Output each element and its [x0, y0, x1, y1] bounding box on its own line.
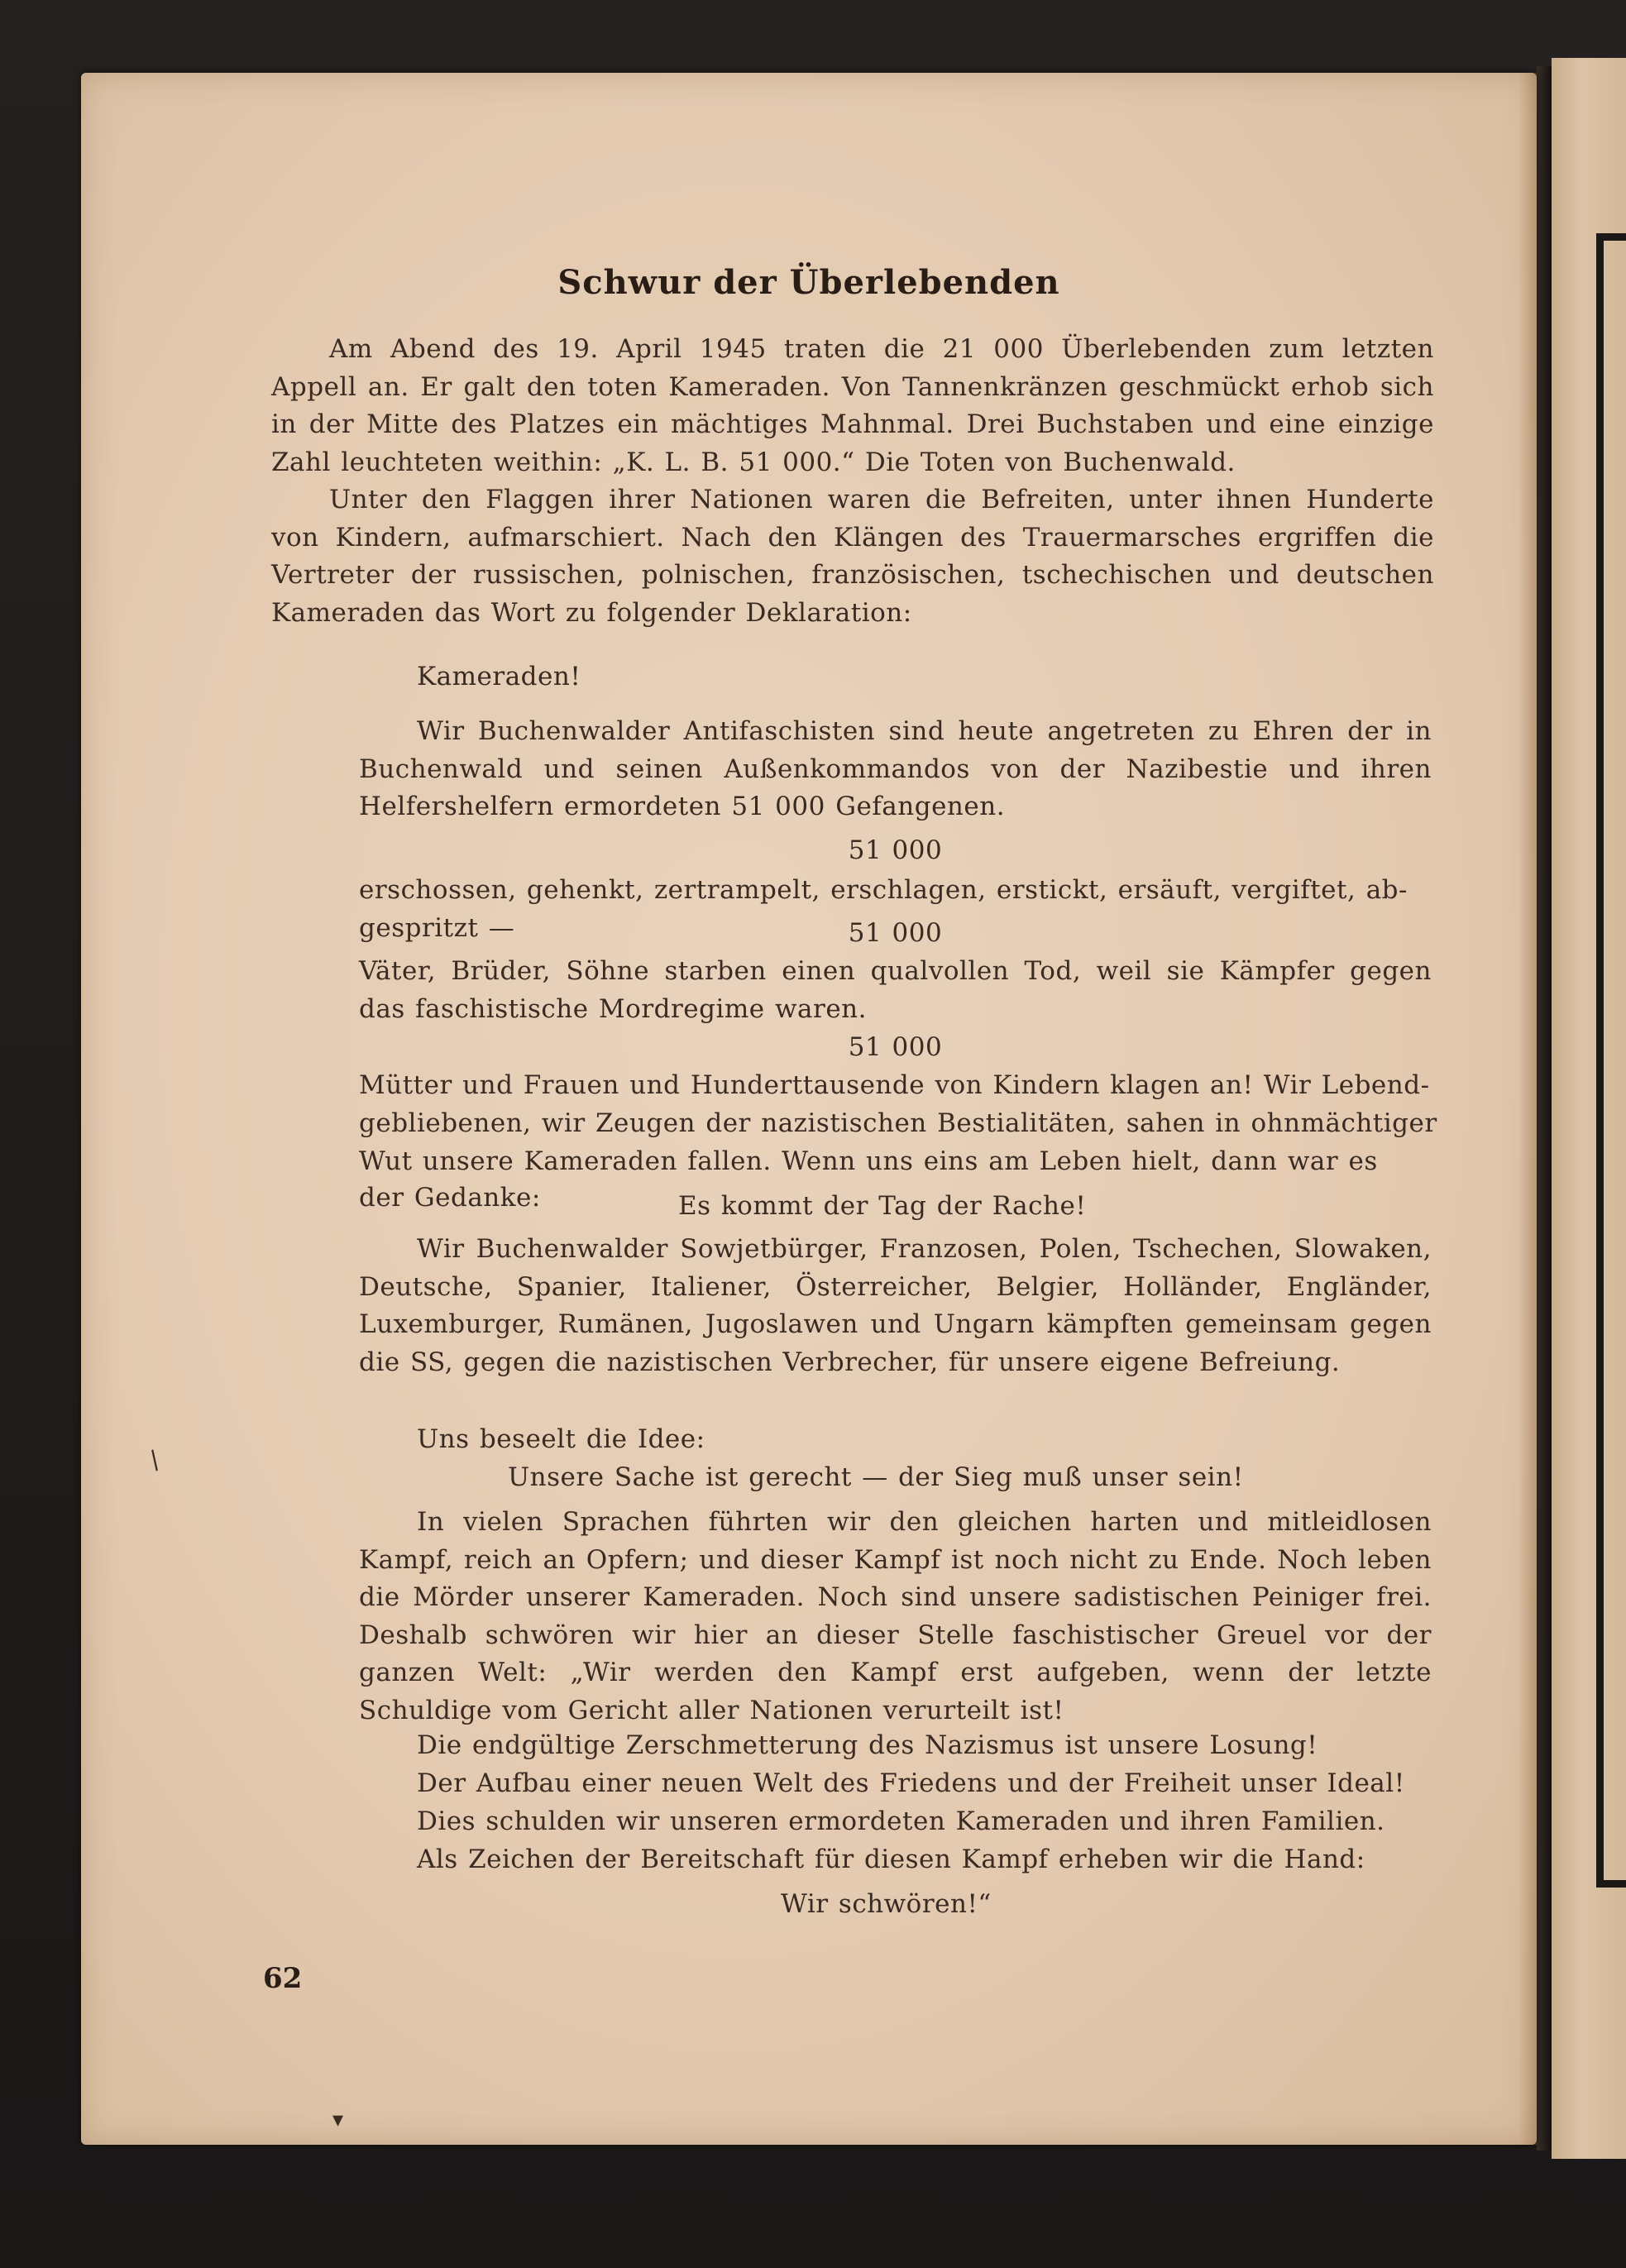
victory-line: Unsere Sache ist gerecht — der Sieg muß unser sein! [508, 1462, 1244, 1492]
number-line-2: 51 000 [848, 918, 943, 948]
facing-page-frame [1596, 233, 1626, 1888]
mothers-line-1: Mütter und Frauen und Hunderttausende von Kindern klagen an! Wir Lebend- [359, 1070, 1430, 1100]
book-gutter [1537, 66, 1552, 2151]
final-line: Wir schwören!“ [781, 1889, 992, 1919]
oath-paragraph-1: Wir Buchenwalder Antifaschisten sind heute angetreten zu Ehren der in Buchenwald und seinen Außenkommandos von der Nazibestie und ihren Helfershelfern ermordeten 51 000 Gefangenen. [359, 716, 1432, 821]
nations-paragraph: Wir Buchenwalder Sowjetbürger, Franzosen, Polen, Tschechen, Slowaken, Deutsche, Spanier, Italiener, Österreicher, Belgier, Holländer, Engländer, Luxemburger, Rumänen, Jugoslawen und Ungarn kämpften gemeinsam gegen die SS, gegen die nazistischen Verbrecher, für unsere eigene Befreiung. [359, 1234, 1432, 1377]
margin-ink-mark: ▾ [332, 2108, 344, 2132]
margin-pencil-mark: / [143, 1445, 166, 1476]
deaths-line-2: gespritzt — [359, 913, 515, 943]
salutation: Kameraden! [417, 662, 581, 691]
revenge-line: Es kommt der Tag der Rache! [678, 1191, 1087, 1221]
closing-line-2: Der Aufbau einer neuen Welt des Friedens und der Freiheit unser Ideal! [417, 1768, 1405, 1798]
closing-line-1: Die endgültige Zerschmetterung des Nazismus ist unsere Losung! [417, 1730, 1318, 1760]
idea-line: Uns beseelt die Idee: [417, 1424, 705, 1454]
languages-paragraph: In vielen Sprachen führten wir den gleichen harten und mitleidlosen Kampf, reich an Opfern; und dieser Kampf ist noch nicht zu Ende. Noch leben die Mörder unserer Kameraden. Noch sind unsere sadistischen Peiniger frei. Deshalb schwören wir hier an dieser Stelle faschistischer Greuel vor der ganzen Welt: „Wir werden den Kampf erst aufgeben, wenn der letzte Schuldige vom Gericht aller Nationen verurteilt ist! [359, 1507, 1432, 1725]
number-line-1: 51 000 [848, 835, 943, 865]
closing-line-3: Dies schulden wir unseren ermordeten Kameraden und ihren Familien. [417, 1806, 1385, 1836]
closing-line-4: Als Zeichen der Bereitschaft für diesen Kampf erheben wir die Hand: [417, 1845, 1365, 1874]
fathers-paragraph: Väter, Brüder, Söhne starben einen qualvollen Tod, weil sie Kämpfer gegen das faschistische Mordregime waren. [359, 956, 1432, 1024]
mothers-line-2: gebliebenen, wir Zeugen der nazistischen Bestialitäten, sahen in ohnmächtiger [359, 1108, 1437, 1138]
mothers-line-3: Wut unsere Kameraden fallen. Wenn uns eins am Leben hielt, dann war es [359, 1146, 1378, 1176]
page-number: 62 [263, 1962, 303, 1995]
deaths-line-1: erschossen, gehenkt, zertrampelt, erschlagen, erstickt, ersäuft, vergiftet, ab- [359, 875, 1408, 905]
number-line-3: 51 000 [848, 1032, 943, 1062]
page-title: Schwur der Überlebenden [557, 263, 1060, 302]
thought-label: der Gedanke: [359, 1183, 541, 1213]
intro-paragraph-1: Am Abend des 19. April 1945 traten die 21 000 Überlebenden zum letzten Appell an. Er galt den toten Kameraden. Von Tannenkränzen geschmückt erhob sich in der Mitte des Platzes ein mächtiges Mahnmal. Drei Buchstaben und eine einzige Zahl leuchteten weithin: „K. L. B. 51 000.“ Die Toten von Buchenwald. [271, 334, 1434, 477]
intro-paragraph-2: Unter den Flaggen ihrer Nationen waren die Befreiten, unter ihnen Hunderte von Kindern, aufmarschiert. Nach den Klängen des Trauermarsches ergriffen die Vertreter der russischen, polnischen, französischen, tschechischen und deutschen Kameraden das Wort zu folgender Deklaration: [271, 485, 1434, 628]
